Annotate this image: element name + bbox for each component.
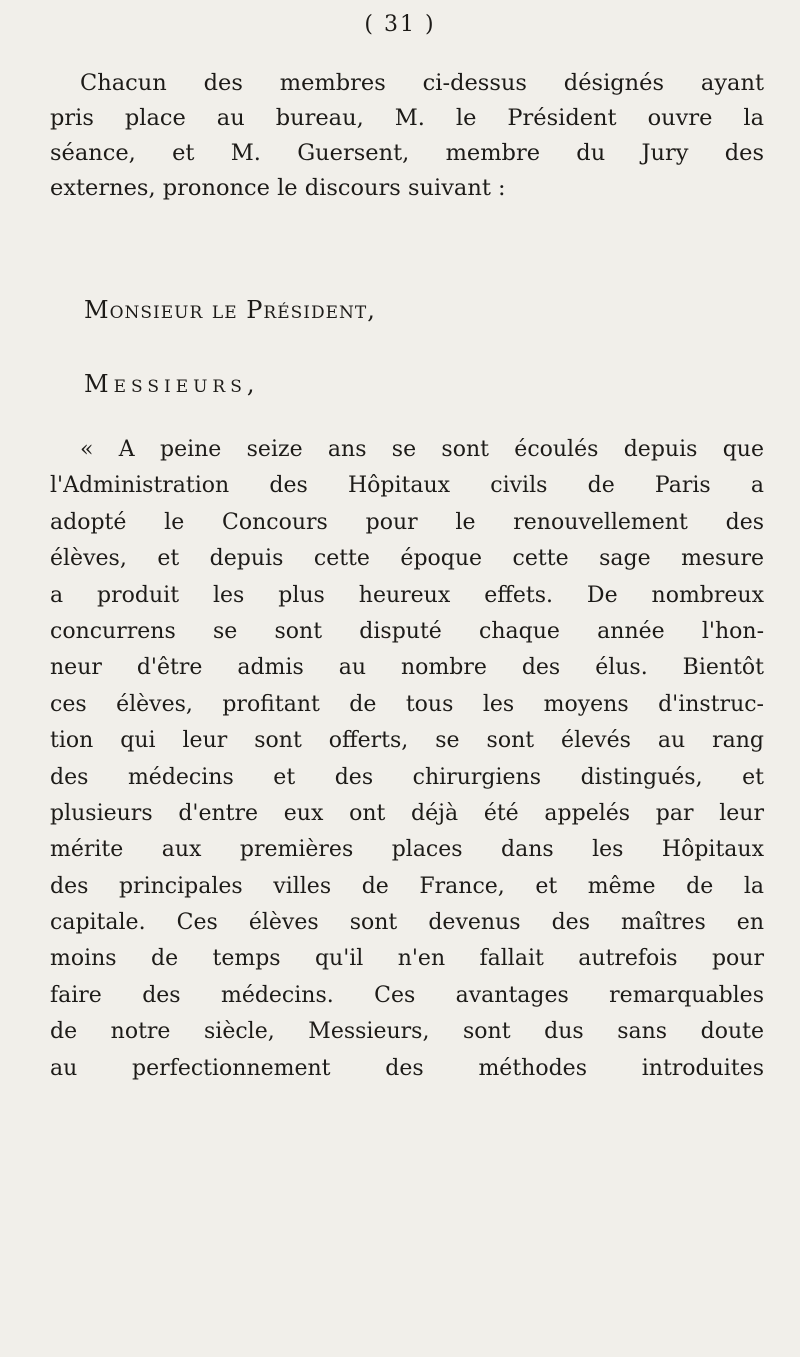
intro-paragraph [50,66,764,206]
text-line: externes, prononce le discours suivant : [50,175,506,201]
salutation-messieurs: Messieurs, [84,370,260,398]
text-line: Chacun des membres ci-dessus désignés ayant [80,70,764,96]
text-line: plusieurs d'entre eux ont déjà été appelés par leur [50,800,764,826]
text-line: a produit les plus heureux effets. De nombreux [50,582,764,608]
text-line: au perfectionnement des méthodes introduites [50,1055,764,1081]
text-line: adopté le Concours pour le renouvellement des [50,509,764,535]
text-line: tion qui leur sont offerts, se sont élevés au rang [50,728,764,754]
speech-paragraph [50,432,764,1087]
text-line: neur d'être admis au nombre des élus. Bientôt [50,655,764,681]
text-line: concurrens se sont disputé chaque année l'hon- [50,618,764,644]
text-line: moins de temps qu'il n'en fallait autrefois pour [50,946,764,972]
text-line: pris place au bureau, M. le Président ouvre la [50,105,764,131]
text-line: capitale. Ces élèves sont devenus des maîtres en [50,910,764,936]
text-line: « A peine seize ans se sont écoulés depuis que [80,437,764,462]
page-number: ( 31 ) [364,12,436,37]
text-line: des médecins et des chirurgiens distingués, et [50,764,764,790]
text-line: l'Administration des Hôpitaux civils de Paris a [50,473,764,499]
text-line: mérite aux premières places dans les Hôpitaux [50,837,764,863]
text-line: des principales villes de France, et même de la [50,873,764,899]
text-line: ces élèves, profitant de tous les moyens d'instruc- [50,691,764,717]
text-line: séance, et M. Guersent, membre du Jury des [50,140,764,166]
text-line: faire des médecins. Ces avantages remarquables [50,982,764,1008]
text-line: de notre siècle, Messieurs, sont dus sans doute [50,1019,764,1045]
salutation-president: Monsieur le Président, [84,296,376,324]
text-line: élèves, et depuis cette époque cette sage mesure [50,546,764,572]
